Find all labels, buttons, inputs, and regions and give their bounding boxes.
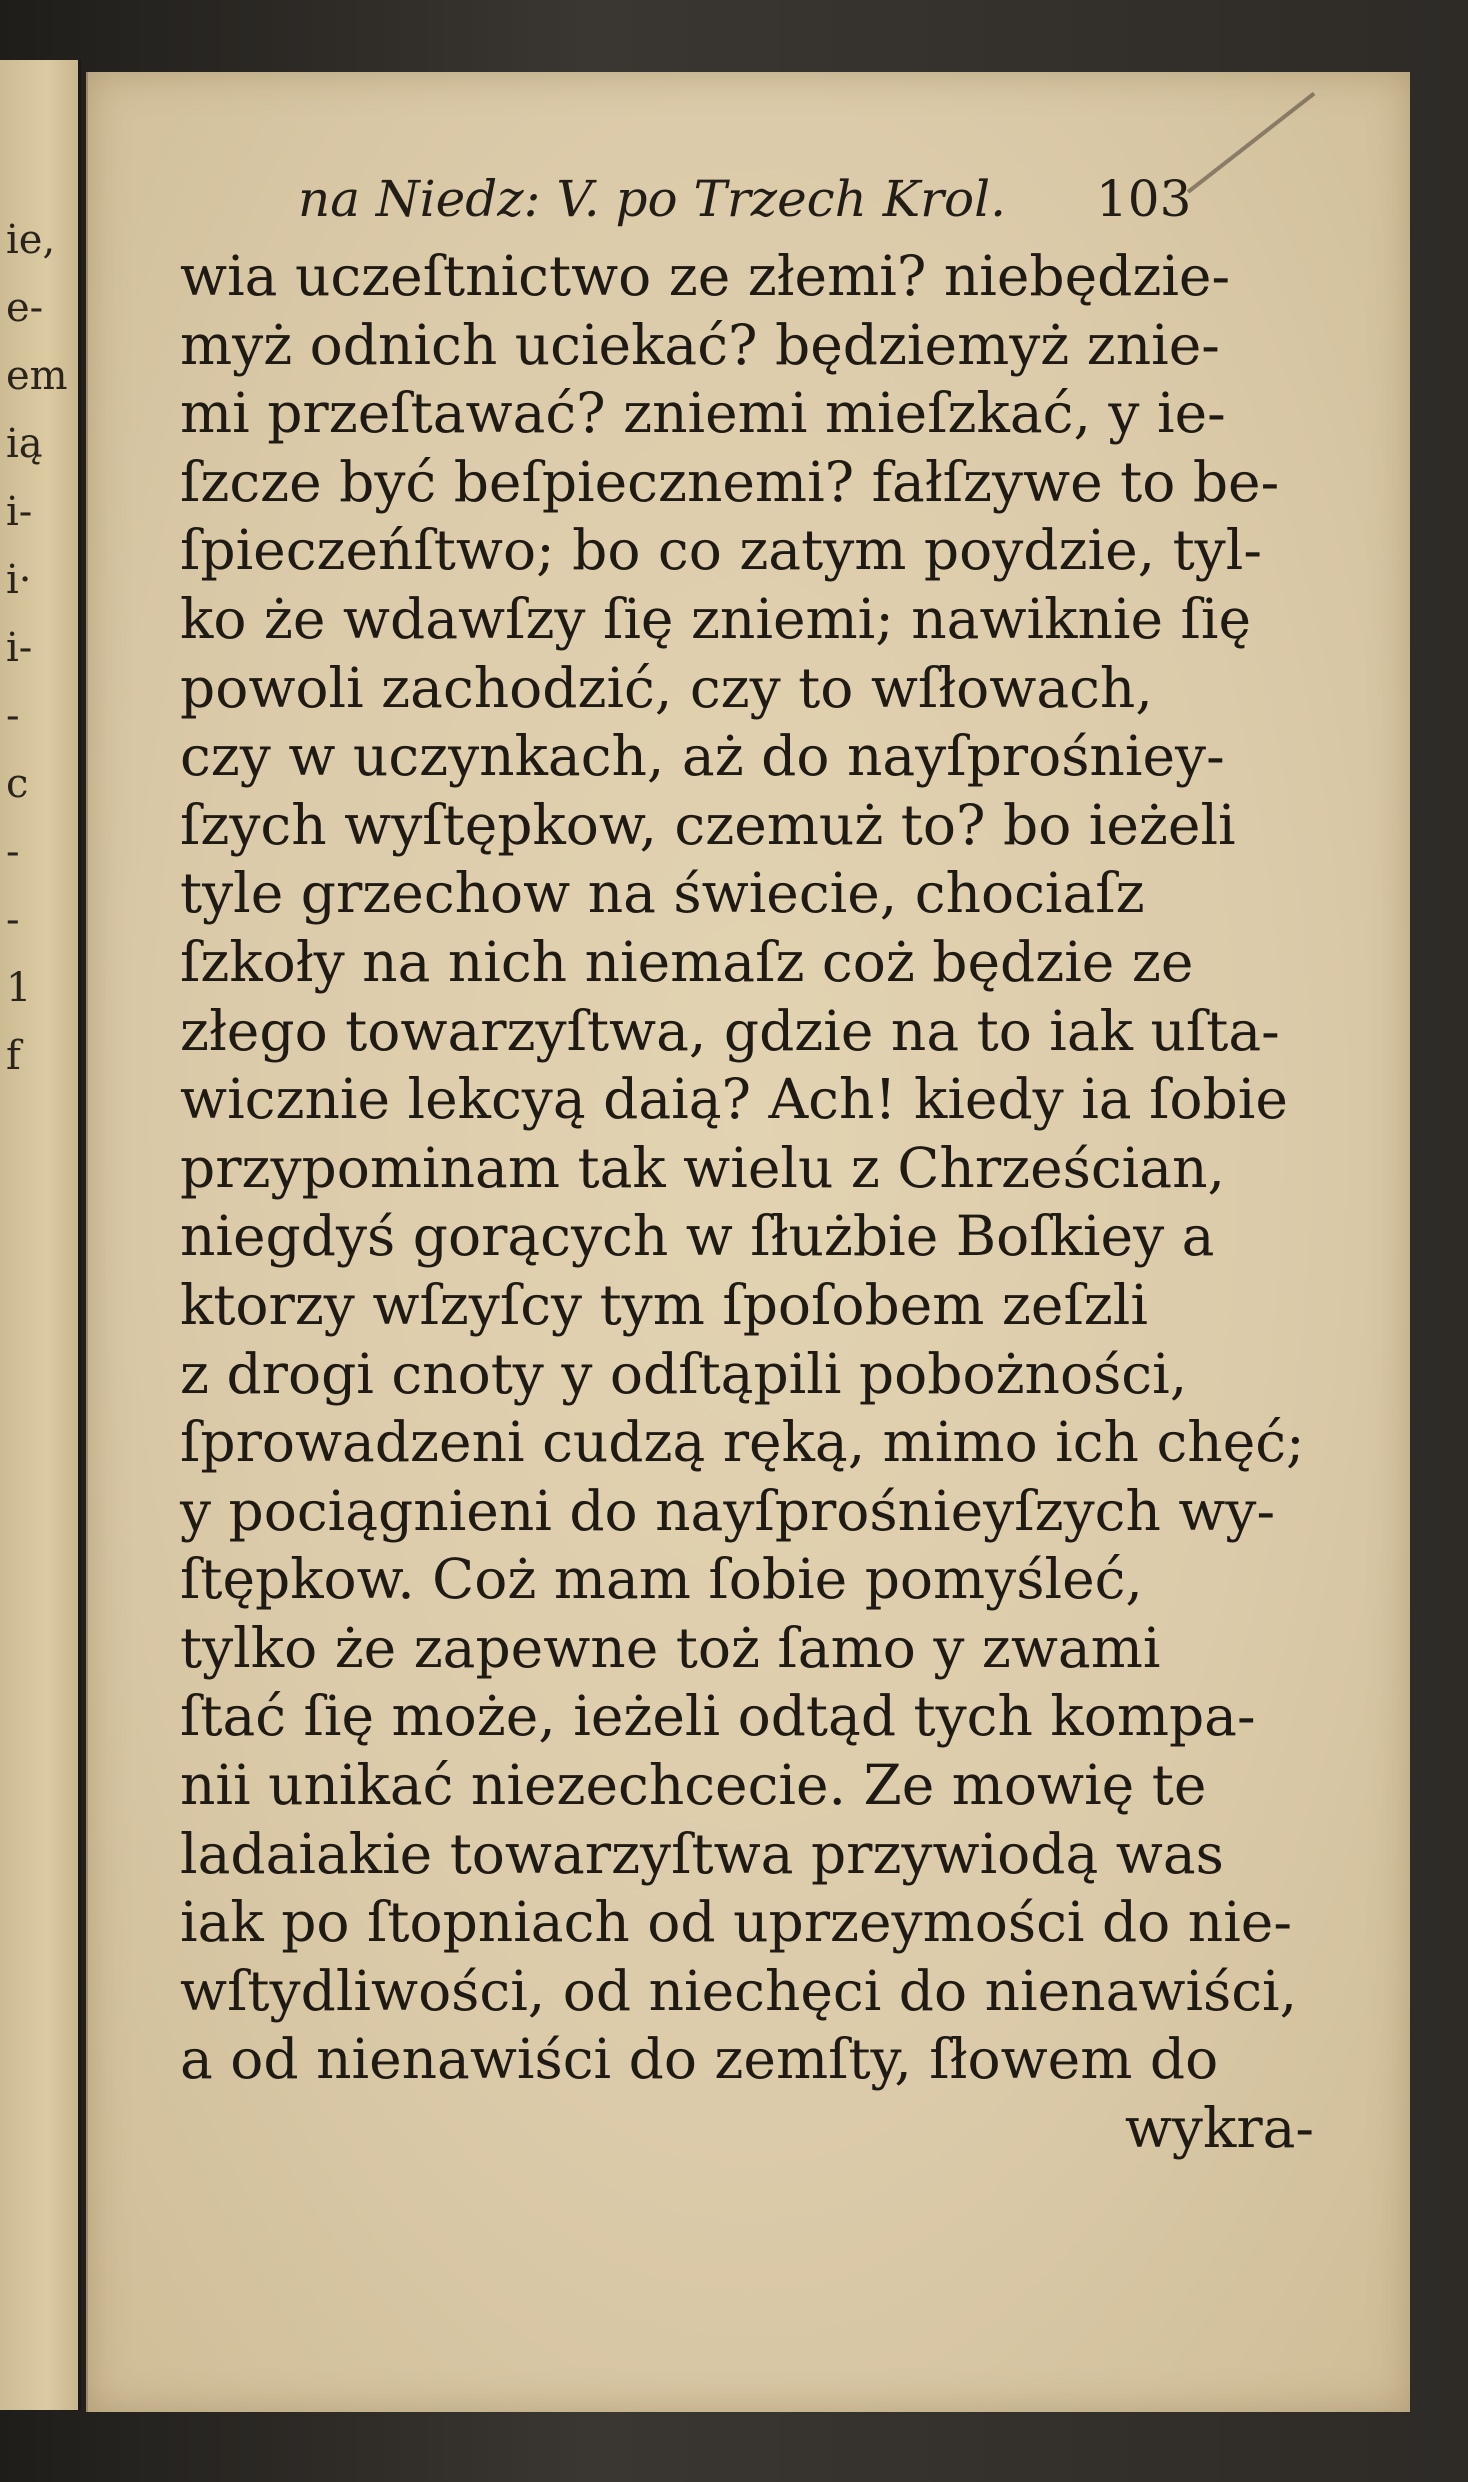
- body-text: [180, 242, 1410, 2163]
- text-line: ſzcze być beſpiecznemi? fałſzywe to be-: [180, 449, 1280, 514]
- facing-page-fragment: -: [6, 897, 20, 943]
- facing-page-fragment: c: [6, 761, 29, 807]
- text-line: przypominam tak wielu z Chrześcian,: [180, 1135, 1225, 1200]
- facing-page-fragment: -: [6, 693, 20, 739]
- text-line: wia uczeſtnictwo ze złemi? niebędzie-: [180, 244, 1231, 308]
- text-line: a od nienawiści do zemſty, ſłowem do: [180, 2027, 1219, 2092]
- text-line: z drogi cnoty y odſtąpili pobożności,: [180, 1341, 1188, 1406]
- text-line: ktorzy wſzyſcy tym ſpoſobem zeſzli: [180, 1272, 1148, 1337]
- facing-page-fragment: f: [6, 1033, 21, 1079]
- text-line: wicznie lekcyą daią? Ach! kiedy ia ſobie: [180, 1067, 1288, 1132]
- text-line: tylko że zapewne toż ſamo y zwami: [180, 1615, 1161, 1680]
- facing-page-edge: [0, 60, 81, 2410]
- text-line: czy w uczynkach, aż do nayſprośniey-: [180, 724, 1225, 789]
- text-line: ſtać ſię może, ieżeli odtąd tych kompa-: [180, 1684, 1256, 1749]
- text-line: ko że wdawſzy ſię zniemi; nawiknie ſię: [180, 586, 1251, 651]
- facing-page-fragment: i-: [6, 625, 33, 671]
- page-header: [88, 170, 1410, 250]
- facing-page-fragment: -: [6, 829, 20, 875]
- facing-page-fragment: ią: [6, 421, 43, 467]
- text-line: tyle grzechow na świecie, chociaſz: [180, 861, 1145, 926]
- text-line: ſzych wyſtępkow, czemuż to? bo ieżeli: [180, 792, 1236, 857]
- facing-page-fragment: ie,: [6, 217, 56, 263]
- facing-page-fragment: em: [6, 353, 68, 399]
- page-number: 103: [1096, 170, 1192, 228]
- ink-stroke-mark: [1187, 92, 1316, 194]
- text-line: powoli zachodzić, czy to wſłowach,: [180, 655, 1153, 720]
- text-line: ſprowadzeni cudzą ręką, mimo ich chęć;: [180, 1410, 1305, 1475]
- facing-page-fragment: 1: [6, 965, 32, 1011]
- text-line: myż odnich uciekać? będziemyż znie-: [180, 312, 1220, 377]
- text-line: wſtydliwości, od niechęci do nienawiści,: [180, 1958, 1298, 2023]
- text-line: iak po ſtopniach od uprzeymości do nie-: [180, 1890, 1292, 1955]
- facing-page-fragment: i-: [6, 489, 33, 535]
- facing-page-fragment: i·: [6, 557, 32, 603]
- running-head: na Niedz: V. po Trzech Krol.: [298, 170, 1007, 228]
- text-line: ſzkoły na nich niemaſz coż będzie ze: [180, 929, 1194, 994]
- facing-page-fragment: e-: [6, 285, 44, 331]
- catchword: wykra-: [1124, 2096, 1314, 2161]
- text-line: mi przeſtawać? zniemi mieſzkać, y ie-: [180, 381, 1226, 446]
- book-page: [86, 72, 1410, 2412]
- text-line: niegdyś gorących w ſłużbie Boſkiey a: [180, 1204, 1215, 1269]
- text-line: nii unikać niezechcecie. Ze mowię te: [180, 1753, 1207, 1818]
- text-line: ladaiakie towarzyſtwa przywiodą was: [180, 1821, 1224, 1886]
- text-line: ſtępkow. Coż mam ſobie pomyśleć,: [180, 1547, 1143, 1612]
- text-line: y pociągnieni do nayſprośnieyſzych wy-: [180, 1478, 1276, 1543]
- text-line: złego towarzyſtwa, gdzie na to iak uſta-: [180, 998, 1280, 1063]
- text-line: ſpieczeńſtwo; bo co zatym poydzie, tyl-: [180, 518, 1262, 583]
